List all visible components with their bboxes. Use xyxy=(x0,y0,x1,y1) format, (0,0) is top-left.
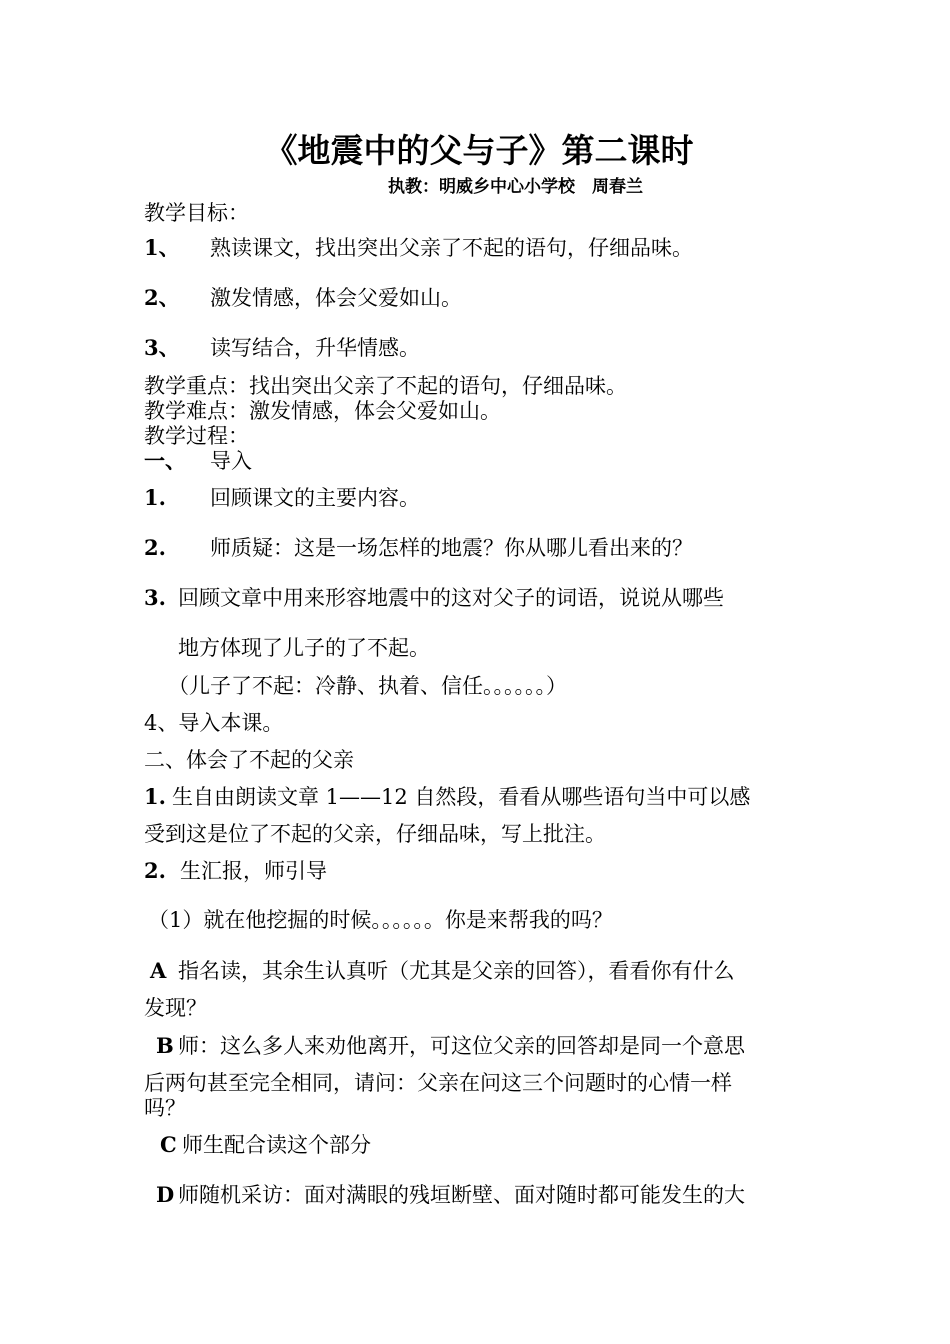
item-text-continued: 受到这是位了不起的父亲，仔细品味，写上批注。 xyxy=(144,822,606,846)
teacher-byline: 执教：明威乡中心小学校 周春兰 xyxy=(388,177,643,197)
step-label: D xyxy=(156,1182,175,1207)
item-text: 生自由朗读文章 1——12 自然段，看看从哪些语句当中可以感 xyxy=(172,785,751,809)
step-a xyxy=(150,958,735,984)
objective-number: 1、 xyxy=(144,235,180,260)
item-text-continued: 地方体现了儿子的了不起。 xyxy=(178,636,430,660)
item-number: 1. xyxy=(144,485,166,510)
objective-item xyxy=(144,335,420,361)
document-title: 《地震中的父与子》第二课时 xyxy=(264,131,694,170)
objective-text: 熟读课文，找出突出父亲了不起的语句，仔细品味。 xyxy=(210,236,693,260)
item-text: 师质疑：这是一场怎样的地震？你从哪儿看出来的？ xyxy=(210,536,693,560)
section-title: 导入 xyxy=(210,449,252,473)
process-heading: 教学过程： xyxy=(144,424,249,448)
step-label: A xyxy=(150,958,167,983)
item-number: 1. xyxy=(144,784,166,809)
item-note: （儿子了不起：冷静、执着、信任。。。。。。） xyxy=(168,674,567,698)
list-item: 4、导入本课。 xyxy=(144,711,284,735)
item-text: 回顾课文的主要内容。 xyxy=(210,486,420,510)
list-item xyxy=(144,858,327,884)
step-text: 指名读，其余生认真听（尤其是父亲的回答），看看你有什么 xyxy=(178,959,735,983)
objectives-heading: 教学目标： xyxy=(144,201,249,225)
step-text-continued: 发现？ xyxy=(144,996,207,1020)
list-item xyxy=(144,485,420,511)
step-d xyxy=(156,1182,745,1208)
objective-number: 3、 xyxy=(144,335,180,360)
section-two-heading: 二、体会了不起的父亲 xyxy=(144,748,354,772)
step-text: 师随机采访：面对满眼的残垣断壁、面对随时都可能发生的大 xyxy=(178,1183,745,1207)
sub-item: （1）就在他挖掘的时候。。。。。。你是来帮我的吗？ xyxy=(148,908,613,932)
step-text: 师：这么多人来劝他离开，可这位父亲的回答却是同一个意思 xyxy=(178,1034,745,1058)
step-b xyxy=(156,1033,745,1059)
objective-text: 读写结合，升华情感。 xyxy=(210,336,420,360)
difficult-point: 教学难点：激发情感，体会父爱如山。 xyxy=(144,399,501,423)
objective-number: 2、 xyxy=(144,285,180,310)
step-c xyxy=(160,1132,371,1158)
item-text: 回顾文章中用来形容地震中的这对父子的词语，说说从哪些 xyxy=(178,586,724,610)
item-number: 2. xyxy=(144,858,166,883)
section-one-heading xyxy=(144,448,252,474)
step-text: 师生配合读这个部分 xyxy=(182,1133,371,1157)
objective-text: 激发情感，体会父爱如山。 xyxy=(210,286,462,310)
list-item xyxy=(144,784,750,810)
step-text-continued: 吗？ xyxy=(144,1096,186,1120)
item-number: 3. xyxy=(144,585,166,610)
list-item xyxy=(144,585,724,611)
step-text-continued: 后两句甚至完全相同，请问：父亲在问这三个问题时的心情一样 xyxy=(144,1071,732,1095)
list-item xyxy=(144,535,693,561)
objective-item xyxy=(144,285,462,311)
item-number: 2. xyxy=(144,535,166,560)
step-label: C xyxy=(160,1132,177,1157)
section-number: 一、 xyxy=(144,448,186,473)
item-text: 生汇报，师引导 xyxy=(180,859,327,883)
key-point: 教学重点：找出突出父亲了不起的语句，仔细品味。 xyxy=(144,374,627,398)
objective-item xyxy=(144,235,693,261)
step-label: B xyxy=(156,1033,174,1058)
